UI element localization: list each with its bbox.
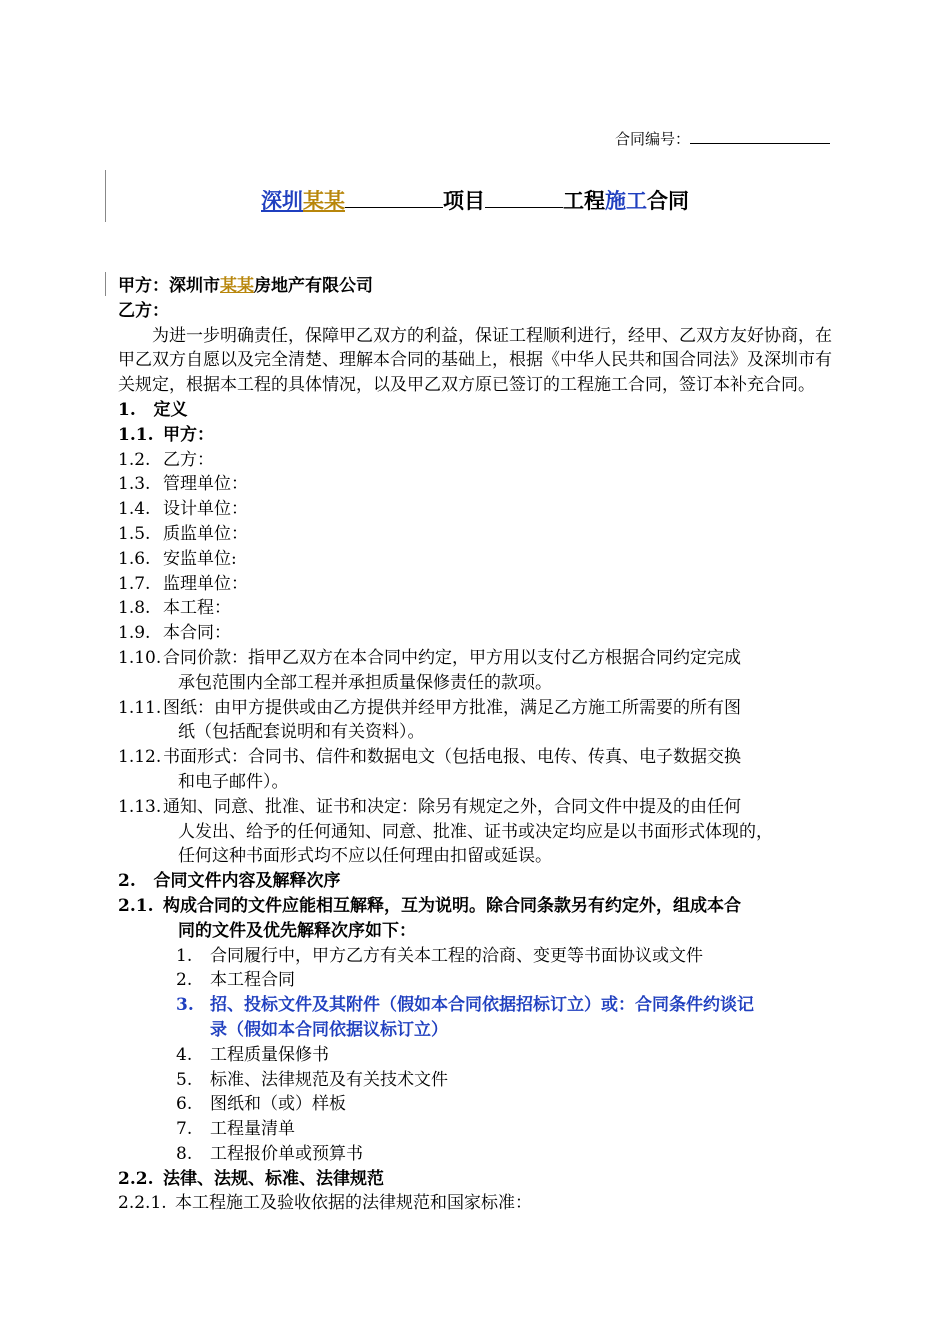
definition-item: 1.11. 图纸：由甲方提供或由乙方提供并经甲方批准，满足乙方施工所需要的所有图 纸（包括配套说明和有关资料）。 [118,697,741,743]
clause-2-2: 2.2. 法律、法规、标准、法律规范 [118,1168,384,1189]
title-part: 某某 [303,188,345,213]
definition-item: 1.4. 设计单位： [118,499,248,520]
clause-2-2-1: 2.2.1. 本工程施工及验收依据的法律规范和国家标准： [118,1193,532,1214]
definition-item: 1.9. 本合同： [118,623,231,644]
title-part: 施工 [605,188,647,213]
definition-item: 1.6. 安监单位: [118,548,237,569]
priority-list-item: 1. 合同履行中，甲方乙方有关本工程的洽商、变更等书面协议或文件 [176,945,703,966]
contract-number-field [615,128,830,149]
section-1-heading: 1. 定义 [118,399,188,420]
document-title [0,185,950,215]
title-part: 项目 [443,188,485,213]
definition-item: 1.12. 书面形式：合同书、信件和数据电文（包括电报、电传、传真、电子数据交换 和电子邮件）。 [118,747,741,792]
party-b: 乙方： [118,300,169,321]
priority-list-item: 7. 工程量清单 [176,1119,295,1140]
margin-mark [105,272,106,296]
title-blank [485,189,563,208]
preamble: 为进一步明确责任，保障甲乙双方的利益，保证工程顺利进行，经甲、乙双方友好协商，在甲乙双方自愿以及完全清楚、理解本合同的基础上，根据《中华人民共和国合同法》及深圳市有关规定，根据本工程的具体情况，以及甲乙双方原已签订的工程施工合同，签订本补充合同。 [118,325,832,396]
clause-2-1: 2.1. 构成合同的文件应能相互解释，互为说明。除合同条款另有约定外，组成本合 同的文件及优先解释次序如下： [118,895,741,941]
definition-item: 1.10. 合同价款：指甲乙双方在本合同中约定，甲方用以支付乙方根据合同约定完成 承包范围内全部工程并承担质量保修责任的款项。 [118,647,741,693]
contract-number-blank [690,129,830,144]
priority-list-item: 6. 图纸和（或）样板 [176,1094,346,1115]
document-body [118,274,838,1216]
definition-item: 1.2. 乙方： [118,449,214,470]
party-a: 甲方：深圳市某某房地产有限公司 [118,276,373,296]
definition-item: 1.1. 甲方： [118,424,214,445]
priority-list-item: 4. 工程质量保修书 [176,1044,329,1065]
title-part: 深圳 [261,188,303,213]
contract-number-label: 合同编号： [614,130,690,148]
title-part: 合同 [647,188,689,213]
priority-list-item: 8. 工程报价单或预算书 [176,1143,363,1164]
title-blank [345,189,443,208]
definition-item: 1.7. 监理单位： [118,573,248,594]
title-part: 工程 [563,188,605,213]
definition-item: 1.8. 本工程： [118,598,231,619]
definition-item: 1.5. 质监单位： [118,523,248,544]
priority-list-item: 2. 本工程合同 [176,970,295,991]
section-2-heading: 2. 合同文件内容及解释次序 [118,871,341,892]
definition-item: 1.3. 管理单位： [118,474,248,495]
priority-list-item-highlighted: 3. 招、投标文件及其附件（假如本合同依据招标订立）或：合同条件约谈记 录（假如本合同依据议标订立） [176,995,754,1040]
priority-list-item: 5. 标准、法律规范及有关技术文件 [176,1069,448,1090]
definition-item: 1.13. 通知、同意、批准、证书和决定：除另有规定之外，合同文件中提及的由任何 人发出、给予的任何通知、同意、批准、证书或决定均应是以书面形式体现的， 任何这种书面形式均不应以任何理由扣留或延误。 [118,796,773,867]
